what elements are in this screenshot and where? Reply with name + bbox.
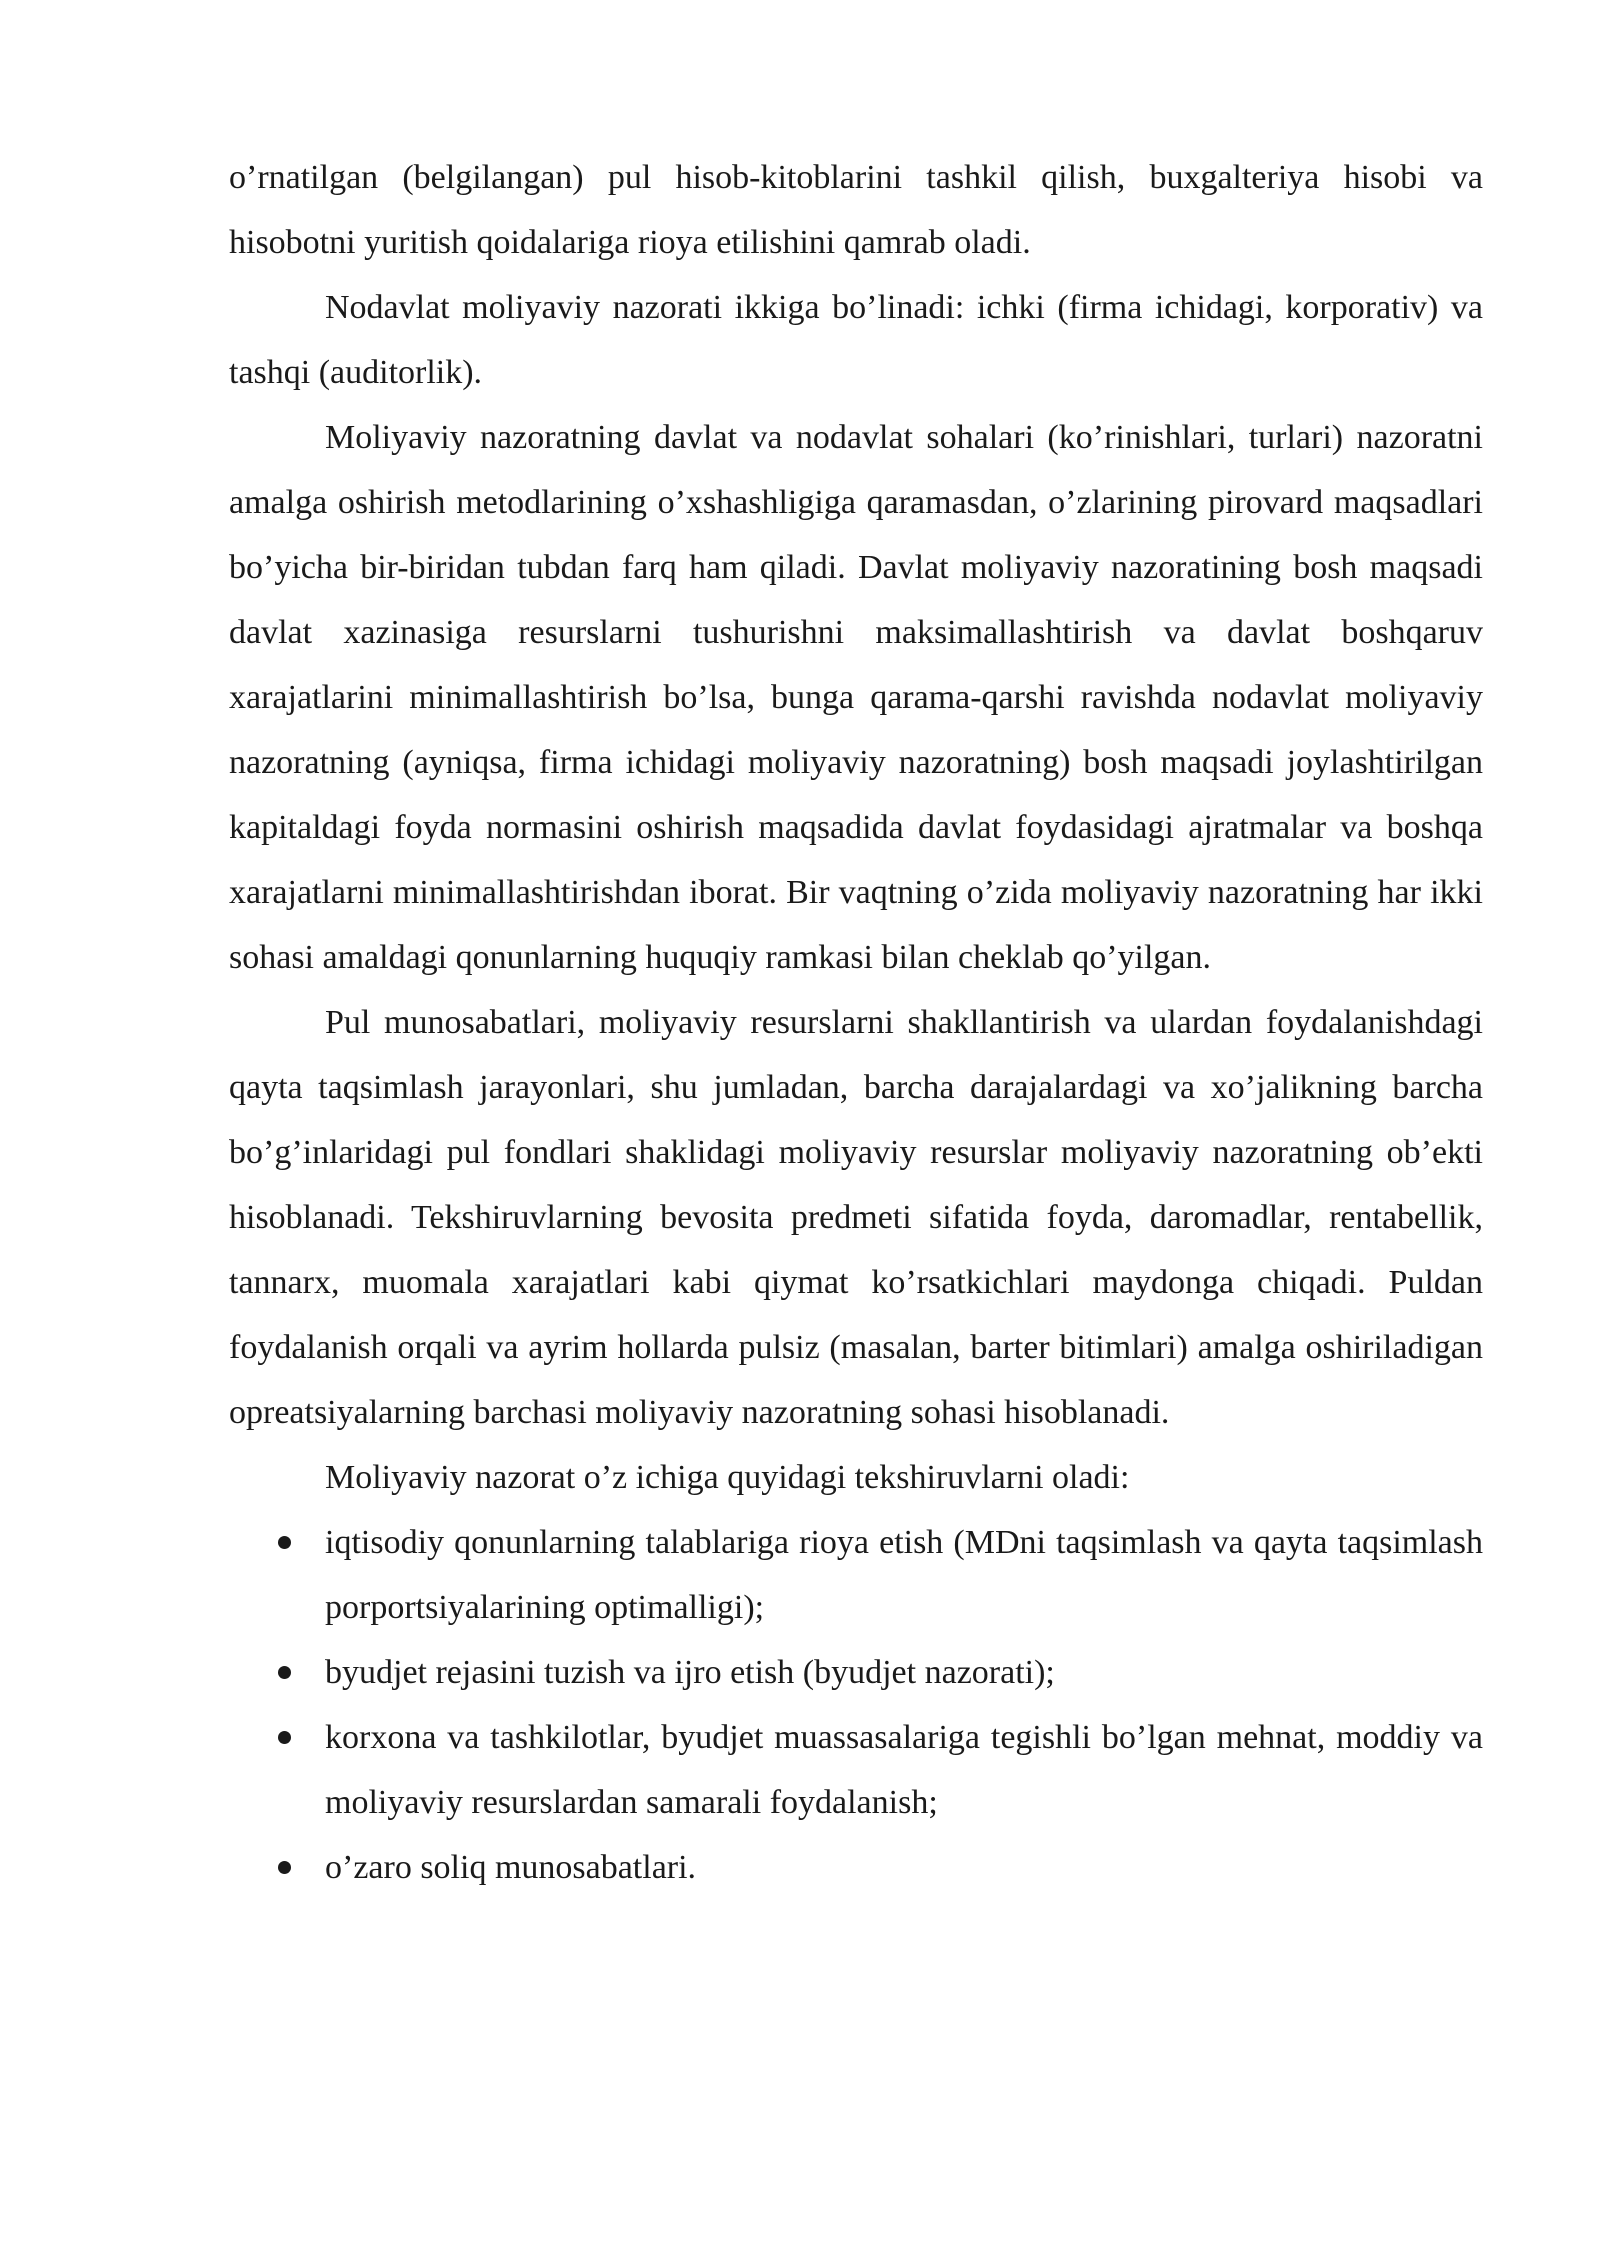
bullet-icon (278, 1861, 291, 1874)
paragraph-5: Moliyaviy nazorat o’z ichiga quyidagi tekshiruvlarni oladi: (325, 1459, 1130, 1496)
paragraph-3: Moliyaviy nazoratning davlat va nodavlat sohalari (ko’rinishlari, turlari) nazoratni amalga oshirish metodlarining o’xshashligiga qaramasdan, o’zlarining pirovard maqsadlari bo’yicha bir-biridan tubdan farq ham qiladi. Davlat moliyaviy nazoratining bosh maqsadi davlat xazinasiga resurslarni tushurishni maksimallashtirish va davlat boshqaruv xarajatlarini minimallashtirish bo’lsa, bunga qarama-qarshi ravishda nodavlat moliyaviy nazoratning (ayniqsa, firma ichidagi moliyaviy nazoratning) bosh maqsadi joylashtirilgan kapitaldagi foyda normasini oshirish maqsadida davlat foydasidagi ajratmalar va boshqa xarajatlarni minimallashtirishdan iborat. Bir vaqtning o’zida moliyaviy nazoratning har ikki sohasi amaldagi qonunlarning huquqiy ramkasi bilan cheklab qo’yilgan. (229, 419, 1483, 976)
bullet-icon (278, 1666, 291, 1679)
list-item-text: o’zaro soliq munosabatlari. (325, 1849, 697, 1886)
list-item-text: byudjet rejasini tuzish va ijro etish (byudjet nazorati); (325, 1654, 1055, 1691)
paragraph-4: Pul munosabatlari, moliyaviy resurslarni shakllantirish va ulardan foydalanishdagi qayta taqsimlash jarayonlari, shu jumladan, barcha darajalardagi va xo’jalikning barcha bo’g’inlaridagi pul fondlari shaklidagi moliyaviy resurslar moliyaviy nazoratning ob’ekti hisoblanadi. Tekshiruvlarning bevosita predmeti sifatida foyda, daromadlar, rentabellik, tannarx, muomala xarajatlari kabi qiymat ko’rsatkichlari maydonga chiqadi. Puldan foydalanish orqali va ayrim hollarda pulsiz (masalan, barter bitimlari) amalga oshiriladigan opreatsiyalarning barchasi moliyaviy nazoratning sohasi hisoblanadi. (229, 1004, 1483, 1431)
list-item (229, 1835, 1483, 1900)
bullet-list (229, 1510, 1483, 1900)
list-item-text: iqtisodiy qonunlarning talablariga rioya etish (MDni taqsimlash va qayta taqsimlash porportsiyalarining optimalligi); (325, 1524, 1483, 1626)
list-item (229, 1705, 1483, 1835)
list-item-text: korxona va tashkilotlar, byudjet muassasalariga tegishli bo’lgan mehnat, moddiy va moliyaviy resurslardan samarali foydalanish; (325, 1719, 1483, 1821)
list-item (229, 1510, 1483, 1640)
document-page (229, 145, 1483, 1900)
list-item (229, 1640, 1483, 1705)
paragraph-2: Nodavlat moliyaviy nazorati ikkiga bo’linadi: ichki (firma ichidagi, korporativ) va tashqi (auditorlik). (229, 289, 1483, 391)
bullet-icon (278, 1536, 291, 1549)
paragraph-1: o’rnatilgan (belgilangan) pul hisob-kitoblarini tashkil qilish, buxgalteriya hisobi va hisobotni yuritish qoidalariga rioya etilishini qamrab oladi. (229, 159, 1483, 261)
bullet-icon (278, 1731, 291, 1744)
